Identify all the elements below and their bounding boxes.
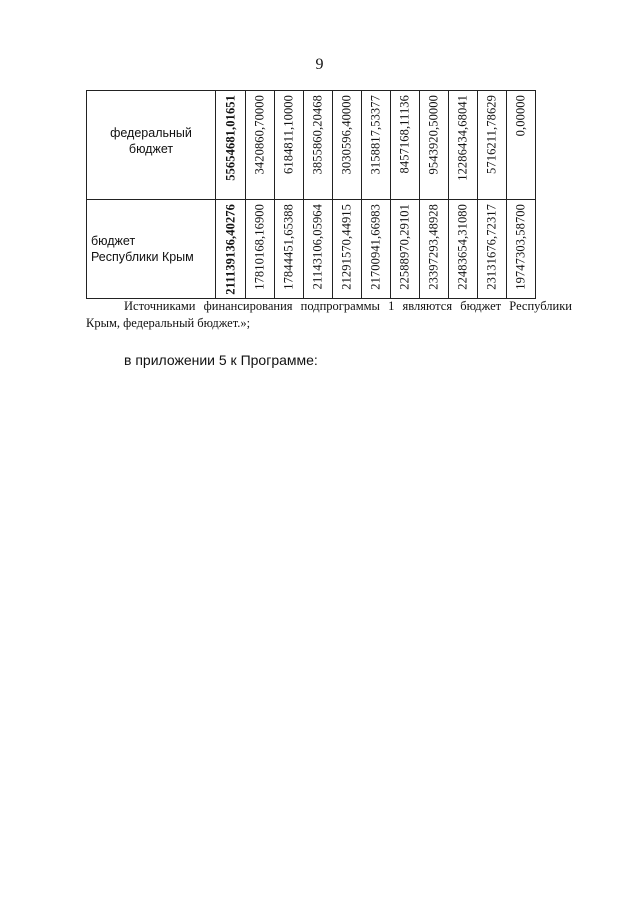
cell-value: 17810168,16900 (252, 204, 267, 290)
cell-value: 8457168,11136 (397, 95, 412, 174)
cell-value: 17844451,65388 (281, 204, 296, 290)
table-cell (333, 91, 362, 200)
table-cell (420, 91, 449, 200)
table-cell (246, 91, 275, 200)
cell-value: 21143106,05964 (310, 204, 325, 290)
table-cell (362, 91, 391, 200)
row-label-line: бюджет (91, 234, 136, 248)
cell-value: 3420860,70000 (252, 95, 267, 175)
cell-value: 3030596,40000 (339, 95, 354, 175)
cell-value: 22588970,29101 (397, 204, 412, 290)
table-cell (275, 91, 304, 200)
paragraph-text: Источниками финансирования подпрограммы 1 являются бюджет Республики Крым, федеральный бюджет.»; (86, 299, 572, 330)
appendix-note: в приложении 5 к Программе: (124, 352, 318, 368)
table-row-federal-budget (87, 91, 536, 200)
table-cell (246, 200, 275, 299)
cell-value: 9543920,50000 (426, 95, 441, 175)
table-cell-total (216, 200, 246, 299)
table-cell (507, 200, 536, 299)
table-cell (391, 200, 420, 299)
cell-value: 3855860,20468 (310, 95, 325, 175)
cell-value: 21700941,66983 (368, 204, 383, 290)
table-cell (275, 200, 304, 299)
table-row-crimea-budget (87, 200, 536, 299)
table-cell (478, 91, 507, 200)
cell-value: 55654681,01651 (223, 95, 237, 181)
table-cell (333, 200, 362, 299)
table-cell (304, 200, 333, 299)
cell-value: 3158817,53377 (368, 95, 383, 175)
table-cell (420, 200, 449, 299)
cell-value: 12286434,68041 (455, 95, 470, 181)
row-label-crimea-budget (87, 200, 216, 299)
cell-value: 6184811,10000 (281, 95, 296, 174)
cell-value: 211139136,40276 (223, 204, 237, 295)
cell-value: 21291570,44915 (339, 204, 354, 290)
table-cell (391, 91, 420, 200)
financing-sources-paragraph (86, 298, 572, 332)
cell-value: 5716211,78629 (484, 95, 499, 174)
cell-value: 22483654,31080 (455, 204, 470, 290)
table-cell (478, 200, 507, 299)
table-cell (449, 200, 478, 299)
page-number: 9 (315, 56, 324, 73)
table-cell (362, 200, 391, 299)
row-label-line: федеральный (110, 126, 192, 140)
table-cell-total (216, 91, 246, 200)
row-label-line: бюджет (128, 142, 174, 156)
cell-value: 23397293,48928 (426, 204, 441, 290)
cell-value: 19747303,58700 (513, 204, 528, 290)
table-cell (449, 91, 478, 200)
table-cell (304, 91, 333, 200)
cell-value: 23131676,72317 (484, 204, 499, 290)
table-cell (507, 91, 536, 200)
cell-value: 0,00000 (513, 95, 528, 137)
budget-table (86, 90, 536, 299)
row-label-federal-budget (87, 91, 216, 200)
row-label-line: Республики Крым (91, 250, 194, 264)
